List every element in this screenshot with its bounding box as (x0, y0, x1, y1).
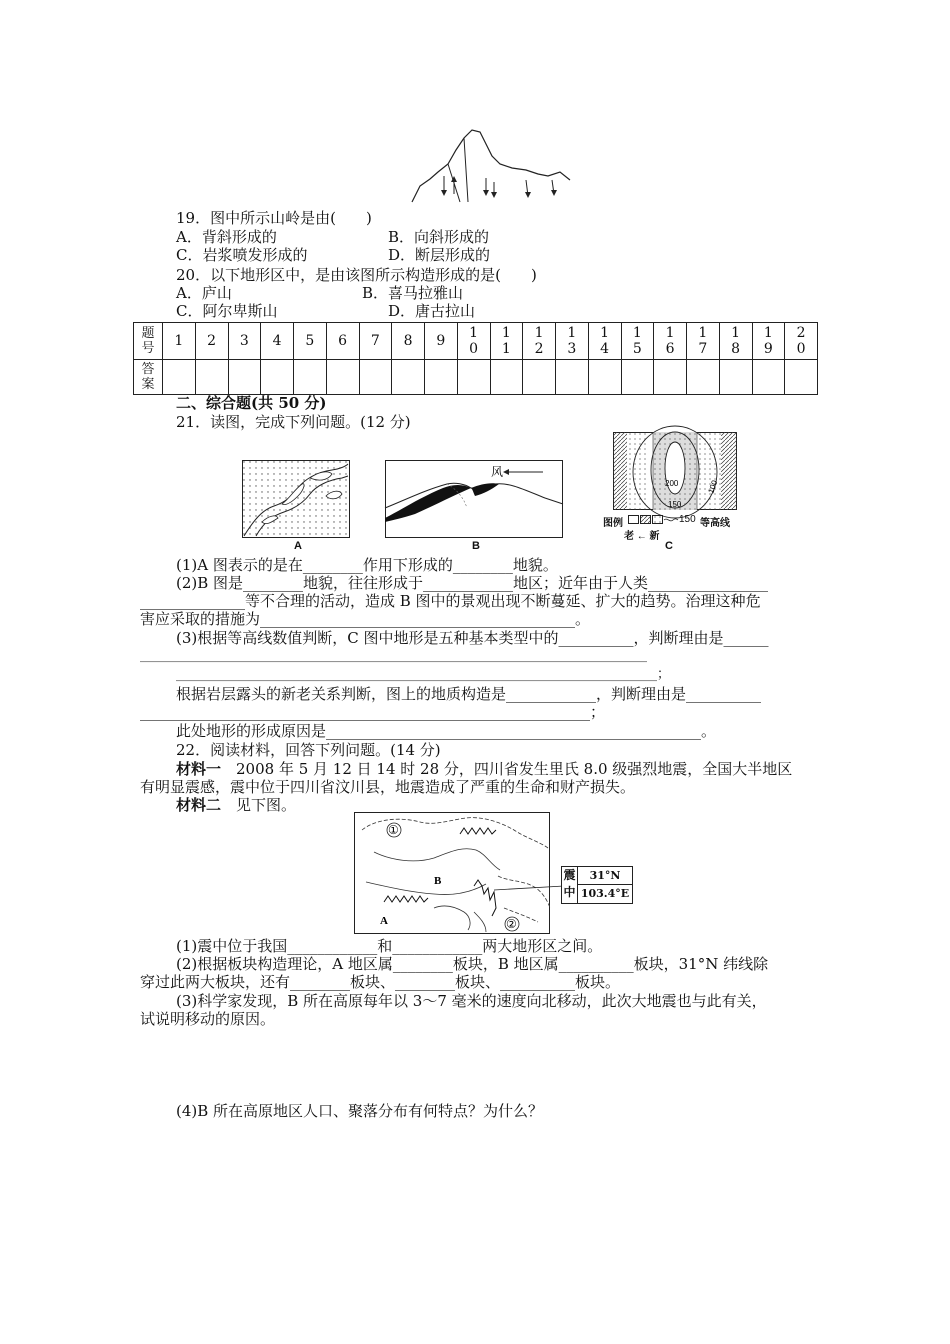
wind-label: 风 (491, 465, 504, 479)
question-number-cell: 2 (195, 323, 228, 360)
figure-b-caption: B (472, 540, 480, 552)
answer-cell[interactable] (294, 360, 327, 395)
q22-part2-line2: 穿过此两大板块，还有________板块、________板块、__________板块。 (140, 973, 621, 991)
fault-mountain-figure (408, 124, 578, 204)
answer-cell[interactable] (457, 360, 490, 395)
q22-material2 (176, 796, 296, 814)
question-number-cell: 8 (392, 323, 425, 360)
q22-stem: 22．阅读材料，回答下列问题。(14 分) (176, 741, 441, 759)
answer-cell[interactable] (785, 360, 818, 395)
answer-cell[interactable] (654, 360, 687, 395)
legend-title: 图例 (603, 518, 623, 529)
q19-option-a: A．背斜形成的 (176, 228, 277, 246)
answer-cell[interactable] (359, 360, 392, 395)
contour-label-150: 150 (668, 500, 682, 509)
section-2-heading: 二、综合题(共 50 分) (176, 394, 327, 412)
q22-part3-line2: 试说明移动的原因。 (140, 1010, 276, 1028)
legend-contour-line (664, 517, 678, 523)
question-number-cell: 1 8 (719, 323, 752, 360)
legend-strata-swatches (628, 515, 664, 525)
question-number-cell: 4 (261, 323, 294, 360)
answer-cell[interactable] (261, 360, 294, 395)
answer-cell[interactable] (326, 360, 359, 395)
material1-label: 材料一 (176, 760, 222, 778)
question-number-cell: 1 5 (621, 323, 654, 360)
china-plate-map (354, 812, 550, 934)
map-region-2: ② (506, 917, 517, 931)
material2-label: 材料二 (176, 796, 222, 814)
epicenter-label: 震中 (562, 867, 578, 903)
q21-part3-line5: ____________________________________________________________； (140, 703, 606, 721)
question-number-cell: 1 7 (687, 323, 720, 360)
q21-part1: (1)A 图表示的是在________作用下形成的________地貌。 (176, 556, 558, 574)
epicenter-lat: 31°N (578, 867, 632, 885)
contour-label-100: 100 (706, 479, 720, 495)
answer-cell[interactable] (687, 360, 720, 395)
q21-part3-line3: __________________________________________________________________________； (176, 667, 670, 682)
figure-c-caption: C (665, 540, 673, 552)
answer-cell[interactable] (490, 360, 523, 395)
legend-contour-label: 等高线 (700, 518, 730, 529)
answer-table-row2-label: 答 案 (134, 360, 163, 395)
question-number-cell: 1 1 (490, 323, 523, 360)
epicenter-lon: 103.4°E (580, 887, 630, 900)
question-number-cell: 5 (294, 323, 327, 360)
map-label-a: A (380, 915, 388, 927)
answer-cell[interactable] (392, 360, 425, 395)
q22-part3-line1: (3)科学家发现，B 所在高原每年以 3～7 毫米的速度向北移动，此次大地震也与此有关， (176, 992, 767, 1010)
q20-option-b: B．喜马拉雅山 (362, 284, 464, 302)
question-number-cell: 1 3 (556, 323, 589, 360)
answer-cell[interactable] (163, 360, 196, 395)
q22-material1 (176, 760, 792, 778)
answer-cell[interactable] (719, 360, 752, 395)
answer-cell[interactable] (621, 360, 654, 395)
question-number-cell: 1 0 (457, 323, 490, 360)
question-number-cell: 7 (359, 323, 392, 360)
figure-b-dunes (385, 460, 563, 538)
material1-text: 2008 年 5 月 12 日 14 时 28 分，四川省发生里氏 8.0 级强烈地震，全国大半地区 (221, 760, 793, 778)
material2-text: 见下图。 (221, 796, 297, 814)
answer-cell[interactable] (523, 360, 556, 395)
answer-table (133, 322, 818, 395)
q21-part3-line1: (3)根据等高线数值判断，C 图中地形是五种基本类型中的__________，判断理由是______ (176, 629, 769, 647)
contour-label-200: 200 (665, 479, 679, 488)
q22-part4: (4)B 所在高原地区人口、聚落分布有何特点？为什么？ (176, 1102, 544, 1120)
q21-part2-line2: ______________等不合理的活动，造成 B 图中的景观出现不断蔓延、扩大的趋势。治理这种危 (140, 592, 761, 610)
q21-part3-line6: 此处地形的形成原因是__________________________________________________。 (176, 722, 717, 740)
figure-a-river (242, 460, 350, 538)
legend-age: 老 ← 新 (624, 531, 660, 542)
map-label-b: B (434, 875, 442, 887)
question-number-cell: 6 (326, 323, 359, 360)
question-number-cell: 1 6 (654, 323, 687, 360)
q22-material1-line2: 有明显震感，震中位于四川省汶川县，地震造成了严重的生命和财产损失。 (140, 778, 636, 796)
q21-part2-line3: 害应采取的措施为__________________________________________。 (140, 610, 591, 628)
legend-contour-value: 150 (679, 514, 696, 525)
q21-part3-line4: 根据岩层露头的新老关系判断，图上的地质构造是____________，判断理由是__________ (176, 685, 762, 703)
q19-option-b: B．向斜形成的 (388, 228, 490, 246)
answer-table-row1-label: 题 号 (134, 323, 163, 360)
question-number-cell: 3 (228, 323, 261, 360)
map-region-1: ① (388, 823, 399, 837)
figure-c-contour-geology (613, 432, 737, 510)
q20-option-a: A．庐山 (176, 284, 232, 302)
question-number-cell: 9 (425, 323, 458, 360)
question-number-cell: 1 (163, 323, 196, 360)
q20-option-c: C．阿尔卑斯山 (176, 302, 278, 320)
q19-option-d: D．断层形成的 (388, 246, 491, 264)
answer-cell[interactable] (752, 360, 785, 395)
figure-a-caption: A (294, 540, 302, 552)
q19-stem: 19．图中所示山岭是由( ) (176, 209, 372, 227)
q21-stem: 21．读图，完成下列问题。(12 分) (176, 413, 411, 431)
question-number-cell: 1 9 (752, 323, 785, 360)
answer-cell[interactable] (195, 360, 228, 395)
q21-part2-line1: (2)B 图是________地貌，往往形成于____________地区；近年由于人类________________ (176, 574, 769, 592)
epicenter-box (561, 866, 633, 904)
answer-cell[interactable] (556, 360, 589, 395)
answer-cell[interactable] (588, 360, 621, 395)
q22-part1: (1)震中位于我国____________和____________两大地形区之间。 (176, 937, 603, 955)
q19-option-c: C．岩浆喷发形成的 (176, 246, 308, 264)
answer-cell[interactable] (228, 360, 261, 395)
q20-stem: 20．以下地形区中，是由该图所示构造形成的是( ) (176, 266, 537, 284)
question-number-cell: 1 2 (523, 323, 556, 360)
q21-part3-line2: ______________________________________________________________________________ (140, 648, 647, 663)
question-number-cell: 2 0 (785, 323, 818, 360)
q22-part2-line1: (2)根据板块构造理论，A 地区属________板块，B 地区属__________板块，31°N 纬线除 (176, 955, 769, 973)
question-number-cell: 1 4 (588, 323, 621, 360)
answer-cell[interactable] (425, 360, 458, 395)
q20-option-d: D．唐古拉山 (388, 302, 476, 320)
